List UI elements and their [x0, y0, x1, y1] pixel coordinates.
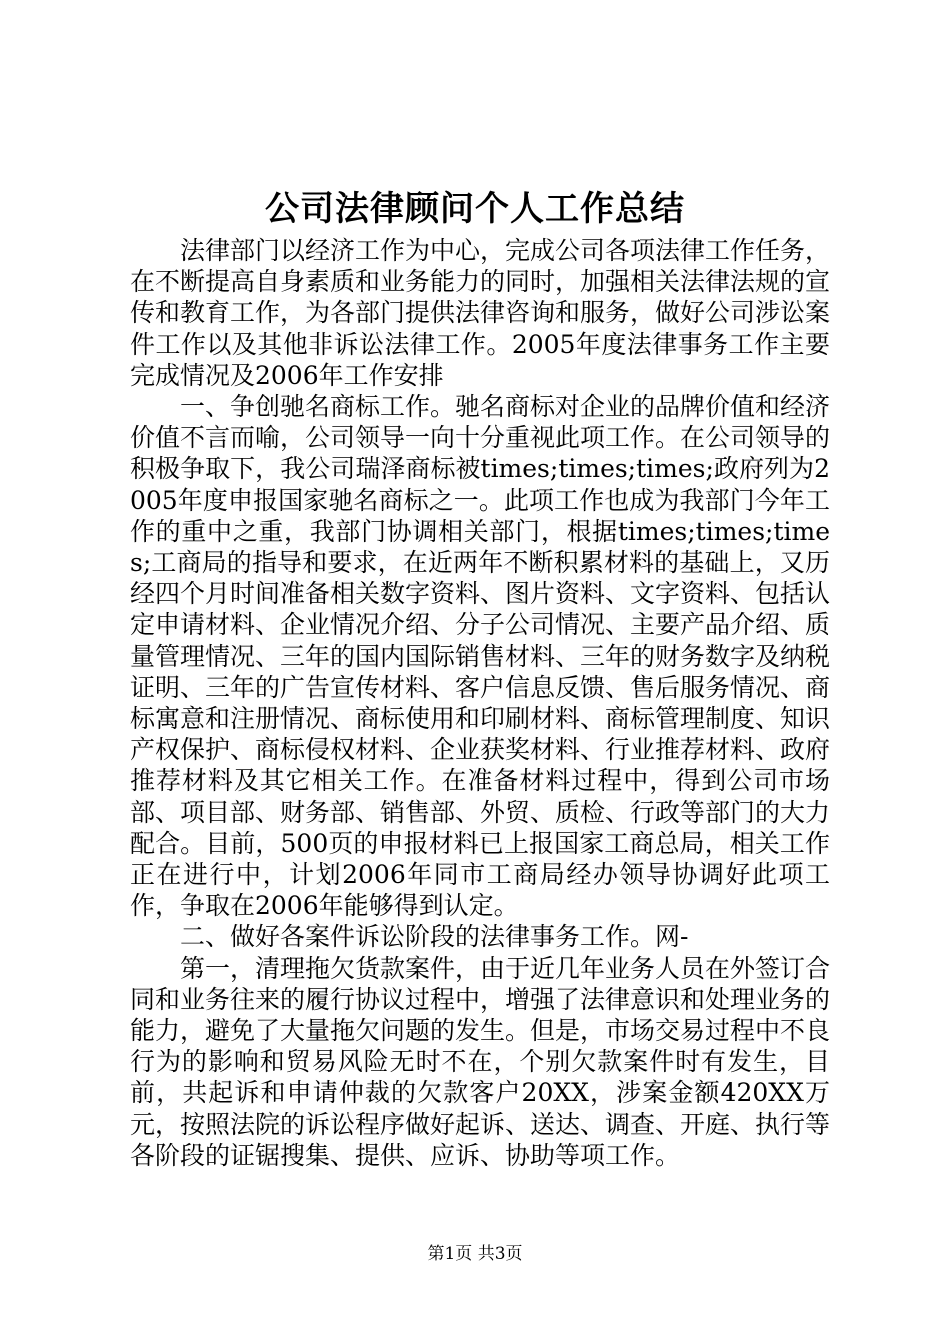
paragraph-section-2: 二、做好各案件诉讼阶段的法律事务工作。网- [180, 922, 689, 952]
page-title: 公司法律顾问个人工作总结 [265, 189, 685, 229]
paragraph-section-1: 一、争创驰名商标工作。驰名商标对企业的品牌价值和经济价值不言而喻，公司领导一向十分重视此项工作。在公司领导的积极争取下，我公司瑞泽商标被times;times;times;政府列为2005年度申报国家驰名商标之一。此项工作也成为我部门今年工作的重中之重，我部门协调相关部门，根据times;times;times;工商局的指导和要求，在近两年不断积累材料的基础上，又历经四个月时间准备相关数字资料、图片资料、文字资料、包括认定申请材料、企业情况介绍、分子公司情况、主要产品介绍、质量管理情况、三年的国内国际销售材料、三年的财务数字及纳税证明、三年的广告宣传材料、客户信息反馈、售后服务情况、商标寓意和注册情况、商标使用和印刷材料、商标管理制度、知识产权保护、商标侵权材料、企业获奖材料、行业推荐材料、政府推荐材料及其它相关工作。在准备材料过程中，得到公司市场部、项目部、财务部、销售部、外贸、质检、行政等部门的大力配合。目前，500页的申报材料已上报国家工商总局，相关工作正在进行中，计划2006年同市工商局经办领导协调好此项工作，争取在2006年能够得到认定。 [130, 392, 831, 921]
page-footer: 第1页 共3页 [427, 1244, 523, 1264]
document-body [130, 235, 830, 1171]
paragraph-intro: 法律部门以经济工作为中心，完成公司各项法律工作任务，在不断提高自身素质和业务能力的同时，加强相关法律法规的宣传和教育工作，为各部门提供法律咨询和服务，做好公司涉讼案件工作以及其他非诉讼法律工作。2005年度法律事务工作主要完成情况及2006年工作安排 [130, 236, 831, 390]
paragraph-section-2-item-1: 第一，清理拖欠货款案件，由于近几年业务人员在外签订合同和业务往来的履行协议过程中，增强了法律意识和处理业务的能力，避免了大量拖欠问题的发生。但是，市场交易过程中不良行为的影响和贸易风险无时不在，个别欠款案件时有发生，目前，共起诉和申请仲裁的欠款客户20XX，涉案金额420XX万元，按照法院的诉讼程序做好起诉、送达、调查、开庭、执行等各阶段的证锯搜集、提供、应诉、协助等项工作。 [130, 953, 831, 1170]
